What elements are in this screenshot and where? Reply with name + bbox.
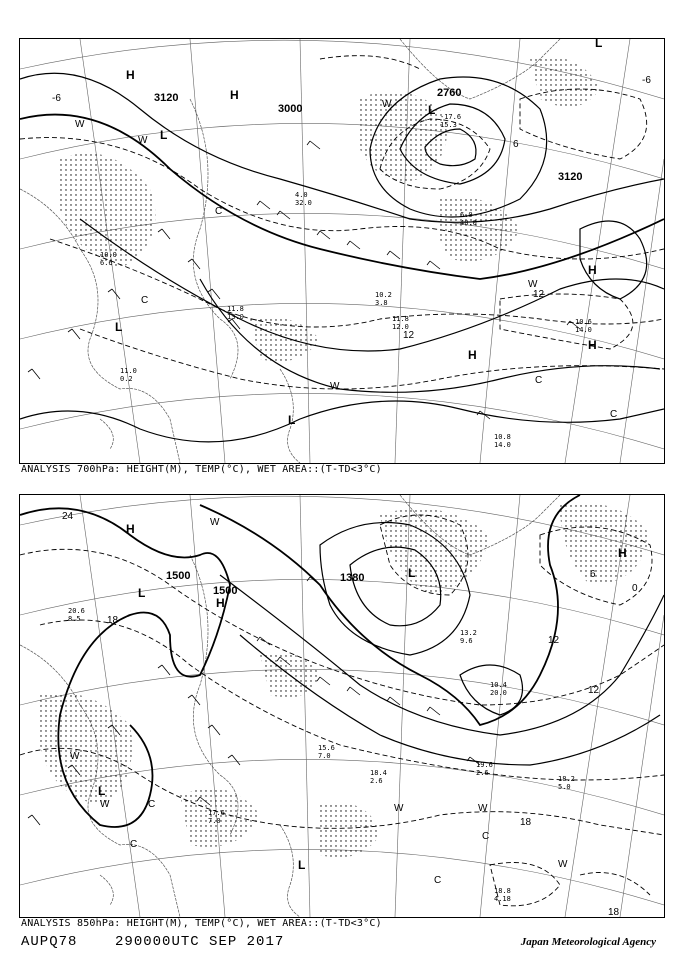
temp-label: -6: [642, 75, 651, 86]
height-label: 1500: [213, 585, 238, 597]
cold-mark: C: [130, 839, 138, 850]
low-center: L: [408, 566, 416, 580]
cold-mark: C: [482, 831, 490, 842]
temp-label: 12: [548, 635, 560, 646]
height-label: 3120: [154, 92, 179, 104]
high-center: H: [618, 546, 627, 560]
station-value: 17.6: [208, 809, 225, 817]
height-label: 3000: [278, 103, 303, 115]
station-value: 13.0: [227, 313, 244, 321]
warm-mark: W: [528, 279, 538, 290]
high-center: H: [588, 338, 597, 352]
temp-label: 12: [403, 330, 415, 341]
height-label: 3120: [558, 171, 583, 183]
warm-mark: W: [558, 859, 568, 870]
temp-label: 12: [533, 289, 545, 300]
station-plots: [100, 113, 592, 449]
chart-code: AUPQ78: [21, 934, 78, 950]
temp-label: 24: [62, 511, 74, 522]
warm-mark: W: [210, 517, 220, 528]
station-value: 10.2: [375, 291, 392, 299]
warm-mark: W: [70, 751, 80, 762]
temp-label: 12: [588, 685, 600, 696]
warm-mark: W: [478, 803, 488, 814]
high-center: H: [126, 68, 135, 82]
height-label: 1380: [340, 572, 365, 584]
station-value: 19.6: [476, 761, 493, 769]
high-center: H: [230, 88, 239, 102]
station-value: 10.0: [100, 251, 117, 259]
temp-label: 6: [590, 569, 596, 580]
low-center: L: [298, 858, 306, 872]
station-value: 20.6: [68, 607, 85, 615]
warm-mark: W: [330, 381, 340, 392]
station-value: 18.2: [558, 775, 575, 783]
station-value: 13.2: [460, 629, 477, 637]
warm-mark: W: [382, 99, 392, 110]
high-center: H: [126, 522, 135, 536]
pressure-centers: [115, 39, 602, 427]
map-700hpa: [20, 39, 664, 463]
map-panel-700hpa: [19, 38, 665, 464]
station-value: 32.0: [295, 199, 312, 207]
warm-mark: W: [75, 119, 85, 130]
wet-areas: [40, 503, 650, 858]
station-value: 12.0: [392, 323, 409, 331]
high-center: H: [588, 263, 597, 277]
cold-mark: C: [535, 375, 543, 386]
station-value: 20.0: [490, 689, 507, 697]
station-value: 7.0: [318, 752, 331, 760]
warm-mark: W: [138, 135, 148, 146]
height-labels: [166, 570, 364, 597]
height-label: 2760: [437, 87, 462, 99]
station-value: 2.6: [370, 777, 383, 785]
station-value: 11.8: [227, 305, 244, 313]
station-value: 0.2: [120, 375, 133, 383]
station-value: 18.4: [370, 769, 387, 777]
cold-mark: C: [141, 295, 149, 306]
station-value: 6.0: [460, 211, 473, 219]
station-value: 4.18: [494, 895, 511, 903]
station-value: 14.0: [575, 326, 592, 334]
cold-mark: C: [434, 875, 442, 886]
station-value: 14.0: [494, 441, 511, 449]
low-center: L: [288, 413, 296, 427]
low-center: L: [115, 320, 123, 334]
high-center: H: [468, 348, 477, 362]
station-value: 11.8: [392, 315, 409, 323]
low-center: L: [98, 784, 106, 798]
station-value: 5.0: [558, 783, 571, 791]
station-value: 3.8: [375, 299, 388, 307]
wet-areas: [60, 57, 600, 362]
station-value: 9.6: [460, 637, 473, 645]
low-center: L: [595, 39, 603, 50]
station-value: 40.0: [460, 219, 477, 227]
map-caption-700hpa: ANALYSIS 700hPa: HEIGHT(M), TEMP(°C), WET AREA::(T-TD<3°C): [21, 464, 382, 475]
low-center: L: [160, 128, 168, 142]
station-value: 7.0: [208, 817, 221, 825]
warm-mark: W: [100, 799, 110, 810]
chart-datetime: 290000UTC SEP 2017: [115, 934, 285, 950]
cold-mark: C: [215, 206, 223, 217]
station-value: 11.0: [120, 367, 137, 375]
station-value: 10.8: [494, 433, 511, 441]
temp-label: 6: [513, 139, 519, 150]
temp-label: 18: [608, 907, 620, 917]
temp-label: 0: [632, 583, 638, 594]
station-value: 15.3: [440, 121, 457, 129]
low-center: L: [138, 586, 146, 600]
cold-mark: C: [610, 409, 618, 420]
station-value: 6.6: [100, 259, 113, 267]
low-center: L: [428, 103, 436, 117]
station-value: 10.6: [575, 318, 592, 326]
station-value: 15.6: [318, 744, 335, 752]
temp-label: 18: [107, 615, 119, 626]
station-value: -17.6: [440, 113, 462, 121]
temp-label: -6: [52, 93, 61, 104]
station-value: 2.6: [476, 769, 489, 777]
station-value: 18.8: [494, 887, 511, 895]
map-panel-850hpa: [19, 494, 665, 918]
cold-mark: C: [148, 799, 156, 810]
station-value: 4.0: [295, 191, 308, 199]
map-caption-850hpa: ANALYSIS 850hPa: HEIGHT(M), TEMP(°C), WET AREA::(T-TD<3°C): [21, 918, 382, 929]
warm-cold-marks: [70, 517, 568, 886]
high-center: H: [216, 596, 225, 610]
warm-mark: W: [394, 803, 404, 814]
agency-name: Japan Meteorological Agency: [520, 936, 656, 948]
height-label: 1500: [166, 570, 191, 582]
chart-identifier: [21, 934, 284, 950]
map-850hpa: [20, 495, 664, 917]
station-value: 10.4: [490, 681, 507, 689]
station-plots: [68, 607, 575, 903]
station-value: 8.5: [68, 615, 81, 623]
temp-label: 18: [520, 817, 532, 828]
